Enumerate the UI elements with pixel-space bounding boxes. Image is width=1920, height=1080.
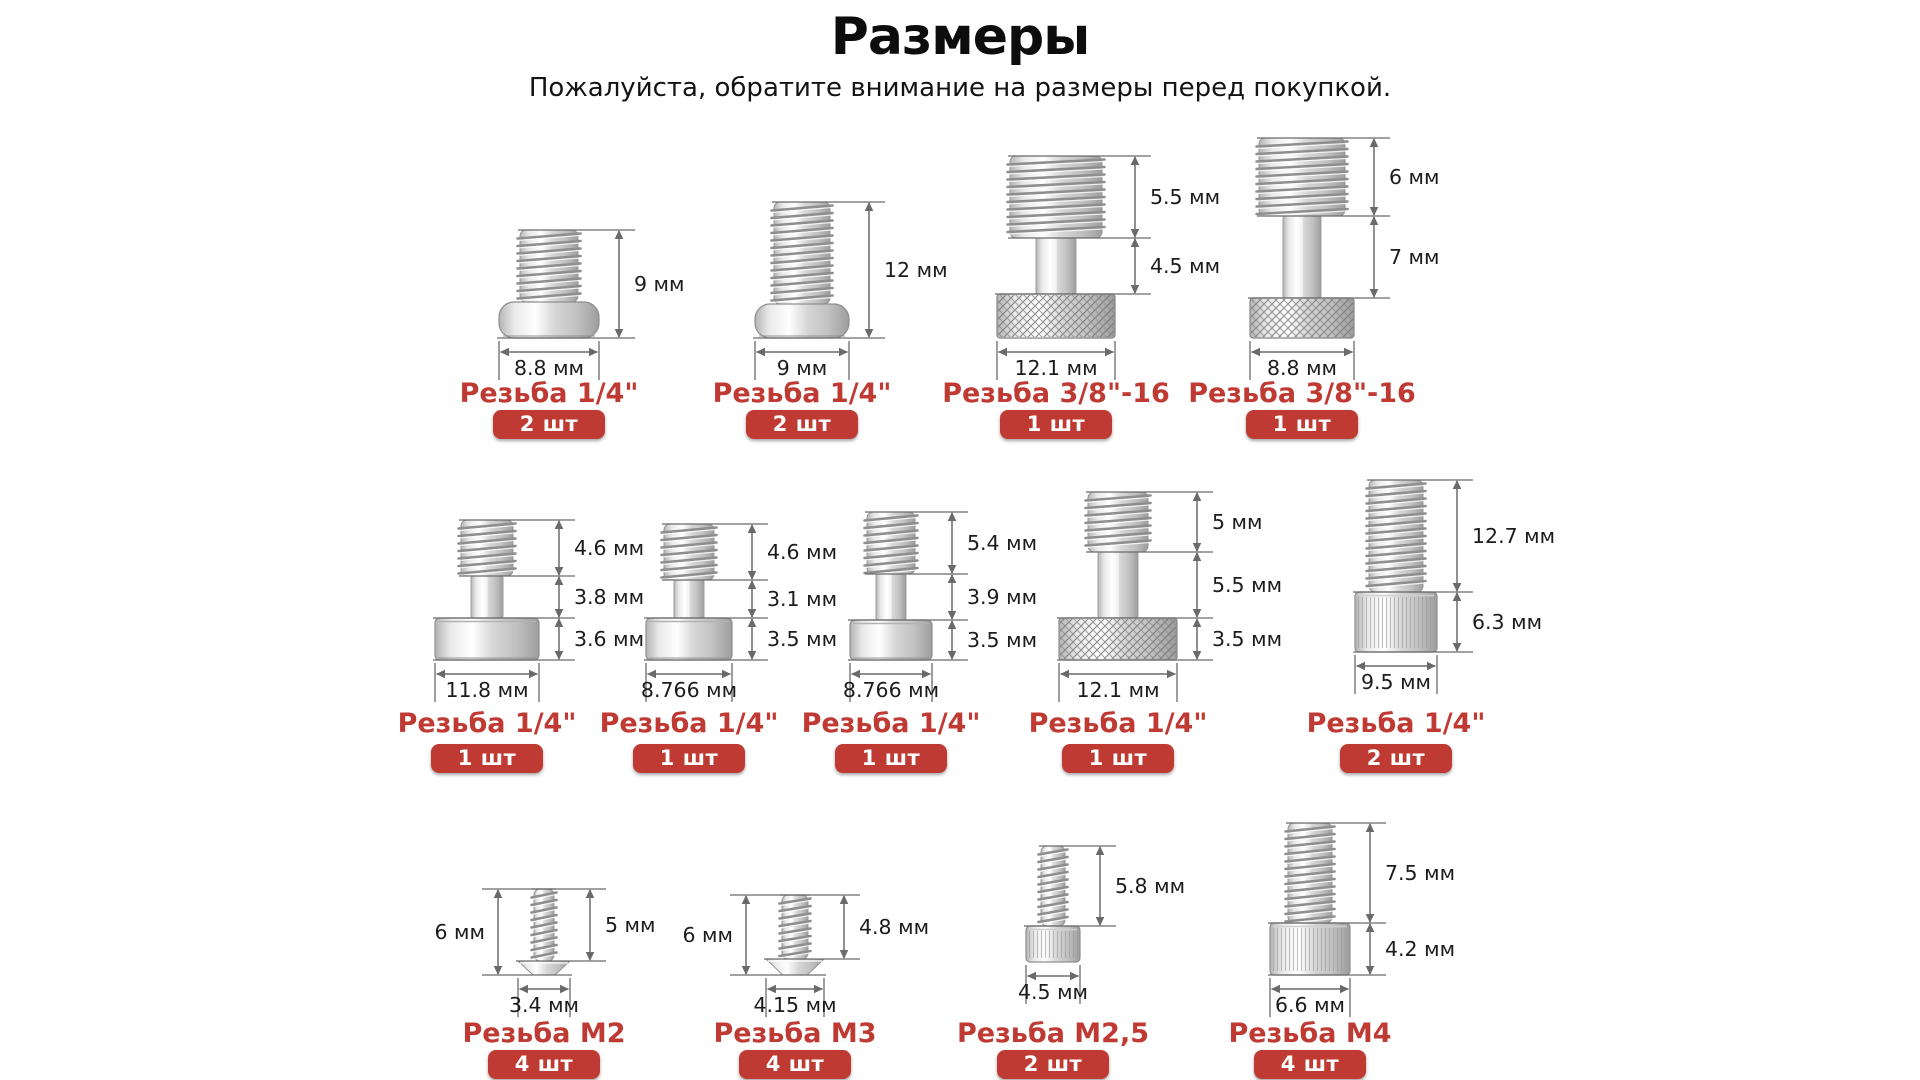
quantity-badge: 1 шт [1062,744,1174,773]
dimension-value: 4.5 мм [1150,254,1221,278]
quantity-badge: 1 шт [835,744,947,773]
page-title: Размеры [830,7,1090,67]
screw-block [680,502,1102,706]
thread-size-label: Резьба 1/4" [801,708,981,739]
dimension-value: 5 мм [1212,510,1263,534]
dimension-value: 6 мм [1389,165,1440,189]
dimension-value: 12.7 мм [1472,524,1556,548]
thread-size-label: Резьба M4 [1228,1018,1392,1049]
dimension-value: 7 мм [1389,245,1440,269]
thread-size-label: Резьба M3 [713,1018,877,1049]
screw-diagram [827,146,1285,384]
dimension-value: 3.6 мм [574,627,645,651]
dimension-value: 4.8 мм [859,915,930,939]
dimension-value: 11.8 мм [445,678,529,702]
dimension-value: 8.8 мм [513,356,585,380]
dimension-value: 6.6 мм [1274,993,1346,1017]
screw-diagram [329,220,769,384]
thread-size-label: Резьба 3/8"-16 [942,378,1170,409]
dimension-value: 6 мм [682,923,733,947]
dimension-value: 4.6 мм [767,540,838,564]
thread-size-label: Резьба 1/4" [1306,708,1486,739]
dimension-value: 4.6 мм [574,536,645,560]
quantity-badge: 4 шт [739,1050,851,1079]
quantity-badge: 4 шт [488,1050,600,1079]
dimension-value: 12.1 мм [1014,356,1098,380]
dimension-value: 4.2 мм [1385,937,1456,961]
screw-block [1080,128,1524,384]
quantity-badge: 2 шт [1340,744,1452,773]
dimension-value: 3.5 мм [967,628,1038,652]
screw-diagram [348,879,740,1021]
screw-block [1100,813,1520,1021]
dimension-value: 9.5 мм [1360,670,1432,694]
screw-diagram [889,482,1347,706]
page-subtitle: Пожалуйста, обратите внимание на размеры перед покупкой. [528,72,1392,103]
screw-block [329,220,769,384]
dimension-value: 3.1 мм [767,587,838,611]
dimension-value: 3.8 мм [574,585,645,609]
screw-block [1185,470,1607,698]
quantity-badge: 1 шт [431,744,543,773]
dimension-value: 3.4 мм [508,993,580,1017]
dimension-value: 3.5 мм [1212,627,1283,651]
dimension-value: 3.5 мм [767,627,838,651]
quantity-badge: 1 шт [1246,410,1358,439]
thread-size-label: Резьба 1/4" [599,708,779,739]
screw-block [856,836,1250,1008]
dimension-value: 5.5 мм [1212,573,1283,597]
screw-diagram [1185,470,1607,698]
thread-size-label: Резьба 1/4" [1028,708,1208,739]
screw-block [348,879,740,1021]
dimension-value: 9 мм [776,356,828,380]
quantity-badge: 1 шт [1000,410,1112,439]
screw-diagram [680,502,1102,706]
thread-size-label: Резьба 1/4" [397,708,577,739]
dimension-value: 5.4 мм [967,531,1038,555]
screw-block [889,482,1347,706]
dimension-value: 12.1 мм [1076,678,1160,702]
thread-size-label: Резьба M2 [462,1018,626,1049]
thread-size-label: Резьба M2,5 [956,1018,1150,1049]
screw-block [596,885,994,1021]
dimension-value: 3.9 мм [967,585,1038,609]
screw-diagram [1100,813,1520,1021]
quantity-badge: 4 шт [1254,1050,1366,1079]
dimension-value: 5 мм [605,913,656,937]
screw-diagram [1080,128,1524,384]
quantity-badge: 2 шт [493,410,605,439]
thread-size-label: Резьба 3/8"-16 [1188,378,1416,409]
screw-diagram [856,836,1250,1008]
dimension-value: 8.766 мм [842,678,940,702]
dimension-value: 6 мм [434,920,485,944]
screw-block [585,192,1019,384]
dimension-value: 8.766 мм [640,678,738,702]
dimension-value: 5.5 мм [1150,185,1221,209]
dimension-value: 8.8 мм [1266,356,1338,380]
dimension-value: 7.5 мм [1385,861,1456,885]
dimension-value: 9 мм [634,272,685,296]
screw-block [827,146,1285,384]
screw-diagram [596,885,994,1021]
dimension-value: 5.8 мм [1115,874,1186,898]
quantity-badge: 1 шт [633,744,745,773]
thread-size-label: Резьба 1/4" [459,378,639,409]
quantity-badge: 2 шт [746,410,858,439]
thread-size-label: Резьба 1/4" [712,378,892,409]
screw-block [265,510,709,706]
screw-diagram [585,192,1019,384]
dimension-value: 4.5 мм [1017,980,1089,1004]
screw-diagram [476,514,902,706]
dimension-value: 6.3 мм [1472,610,1543,634]
screw-block [476,514,902,706]
screw-diagram [265,510,709,706]
dimension-value: 4.15 мм [753,993,837,1017]
quantity-badge: 2 шт [997,1050,1109,1079]
dimension-value: 12 мм [884,258,948,282]
